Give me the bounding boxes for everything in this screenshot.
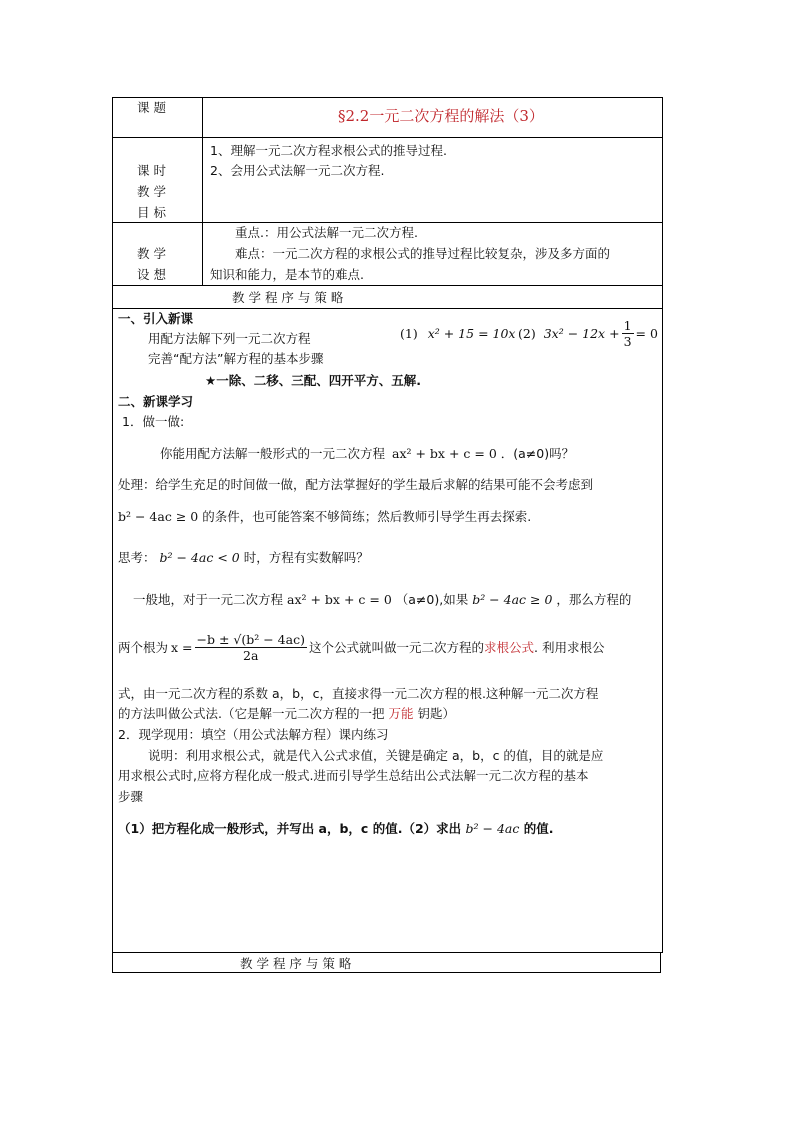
- equation-2-prefix: (2): [518, 325, 536, 341]
- part1-heading: 一、引入新课: [118, 311, 194, 326]
- footer-border-top: [112, 952, 661, 953]
- footer-border-right: [660, 952, 661, 973]
- note-line-1: 说明：利用求根公式，就是代入公式求值，关键是确定 a，b，c 的值，目的就是应: [148, 748, 604, 763]
- roots-text-c: . 利用求根公: [534, 639, 605, 655]
- question-text-b: ．(a≠0)吗？: [500, 446, 575, 461]
- part1-line-2: 完善“配方法”解方程的基本步骤: [148, 351, 324, 366]
- formula-denominator: 2a: [243, 648, 259, 663]
- label-topic: 课 题: [137, 100, 166, 115]
- label-objectives-2: 教 学: [137, 184, 166, 199]
- part2-sub1: 1．做一做:: [122, 414, 185, 429]
- key-point-text: 重点.：用公式法解一元二次方程.: [235, 225, 418, 240]
- part2-sub2: 2．现学现用：填空（用公式法解方程）课内练习: [118, 727, 389, 742]
- difficulty-text-2: 知识和能力，是本节的难点.: [210, 267, 364, 282]
- equation-2-denominator: 3: [623, 334, 632, 349]
- label-objectives-3: 目 标: [137, 205, 166, 220]
- difficulty-text-1: 难点：一元二次方程的求根公式的推导过程比较复杂，涉及多方面的: [235, 246, 611, 261]
- method-text-b: 钥匙）: [417, 706, 455, 721]
- page-title: §2.2一元二次方程的解法（3）: [338, 107, 544, 125]
- equation-1-body: x² + 15 = 10x: [427, 326, 516, 341]
- method-line-1: 式，由一元二次方程的系数 a，b，c，直接求得一元二次方程的根.这种解一元二次方程: [118, 686, 599, 701]
- objective-item-1: 1、理解一元二次方程求根公式的推导过程.: [210, 143, 447, 158]
- row-divider-1: [112, 137, 663, 138]
- section-header: 教 学 程 序 与 策 略: [232, 290, 344, 305]
- footer-section-header: 教 学 程 序 与 策 略: [240, 956, 352, 971]
- footer-border-left: [112, 952, 113, 973]
- process-line-2: [118, 509, 531, 525]
- think-text-b: 时，方程有实数解吗？: [243, 550, 369, 565]
- general-text-a: 一般地，对于一元二次方程: [133, 592, 284, 607]
- question-line: [160, 446, 574, 462]
- roots-line: [118, 632, 604, 663]
- note-line-3: 步骤: [118, 789, 144, 804]
- equation-2-numerator: 1: [623, 318, 632, 333]
- steps-line: [118, 821, 553, 837]
- label-design-1: 教 学: [137, 246, 166, 261]
- method-text-a: 的方法叫做公式法.（它是解一元二次方程的一把: [118, 706, 385, 721]
- equation-1: [400, 326, 515, 342]
- label-design-2: 设 想: [137, 267, 166, 282]
- question-text-a: 你能用配方法解一般形式的一元二次方程: [160, 446, 386, 461]
- part2-heading: 二、新课学习: [118, 394, 194, 409]
- steps-equation: b² − 4ac: [465, 821, 520, 836]
- label-objectives-1: 课 时: [137, 163, 166, 178]
- quadratic-formula: [195, 632, 307, 663]
- question-equation: ax² + bx + c = 0: [392, 446, 497, 461]
- general-line: [133, 592, 631, 608]
- equation-2: [518, 318, 658, 349]
- table-border-left: [112, 97, 113, 953]
- process-line-1: 处理：给学生充足的时间做一做，配方法掌握好的学生最后求解的结果可能不会考虑到: [118, 477, 594, 492]
- quadratic-formula-term: 求根公式: [484, 639, 535, 655]
- roots-x: x =: [171, 639, 193, 655]
- row-divider-4: [112, 308, 663, 309]
- general-text-c: ，那么方程的: [556, 592, 632, 607]
- equation-2-right: = 0: [635, 325, 658, 341]
- process-text: 的条件，也可能答案不够简练；然后教师引导学生再去探索.: [202, 509, 532, 524]
- general-condition: b² − 4ac ≥ 0: [472, 592, 553, 607]
- general-equation: ax² + bx + c = 0: [287, 592, 392, 607]
- steps-text-a: （1）把方程化成一般形式，并写出 a，b，c 的值.（2）求出: [118, 821, 462, 836]
- equation-1-prefix: (1): [400, 326, 418, 341]
- part1-line-1: 用配方法解下列一元二次方程: [148, 331, 311, 346]
- part1-steps: ★一除、二移、三配、四开平方、五解.: [205, 373, 421, 388]
- row-divider-3: [112, 285, 663, 286]
- table-border-top: [112, 97, 663, 98]
- equation-2-fraction: [622, 318, 634, 349]
- label-column-divider: [202, 97, 203, 286]
- think-equation: b² − 4ac < 0: [159, 550, 240, 565]
- think-text-a: 思考：: [118, 550, 156, 565]
- equation-2-left: 3x² − 12x +: [543, 325, 620, 341]
- think-line: [118, 550, 369, 566]
- row-divider-2: [112, 222, 663, 223]
- note-line-2: 用求根公式时,应将方程化成一般式.进而引导学生总结出公式法解一元二次方程的基本: [118, 768, 589, 783]
- objective-item-2: 2、会用公式法解一元二次方程.: [210, 163, 385, 178]
- formula-numerator: −b ± √(b² − 4ac): [196, 632, 305, 647]
- process-condition: b² − 4ac ≥ 0: [118, 509, 199, 524]
- roots-text-a: 两个根为: [118, 639, 169, 655]
- method-line-2: [118, 706, 455, 722]
- steps-text-b: 的值.: [523, 821, 554, 836]
- universal-key-term: 万能: [388, 706, 414, 721]
- footer-border-bottom: [112, 972, 661, 973]
- general-text-b: （a≠0),如果: [395, 592, 469, 607]
- table-border-right: [662, 97, 663, 953]
- roots-text-b: 这个公式就叫做一元二次方程的: [308, 639, 484, 655]
